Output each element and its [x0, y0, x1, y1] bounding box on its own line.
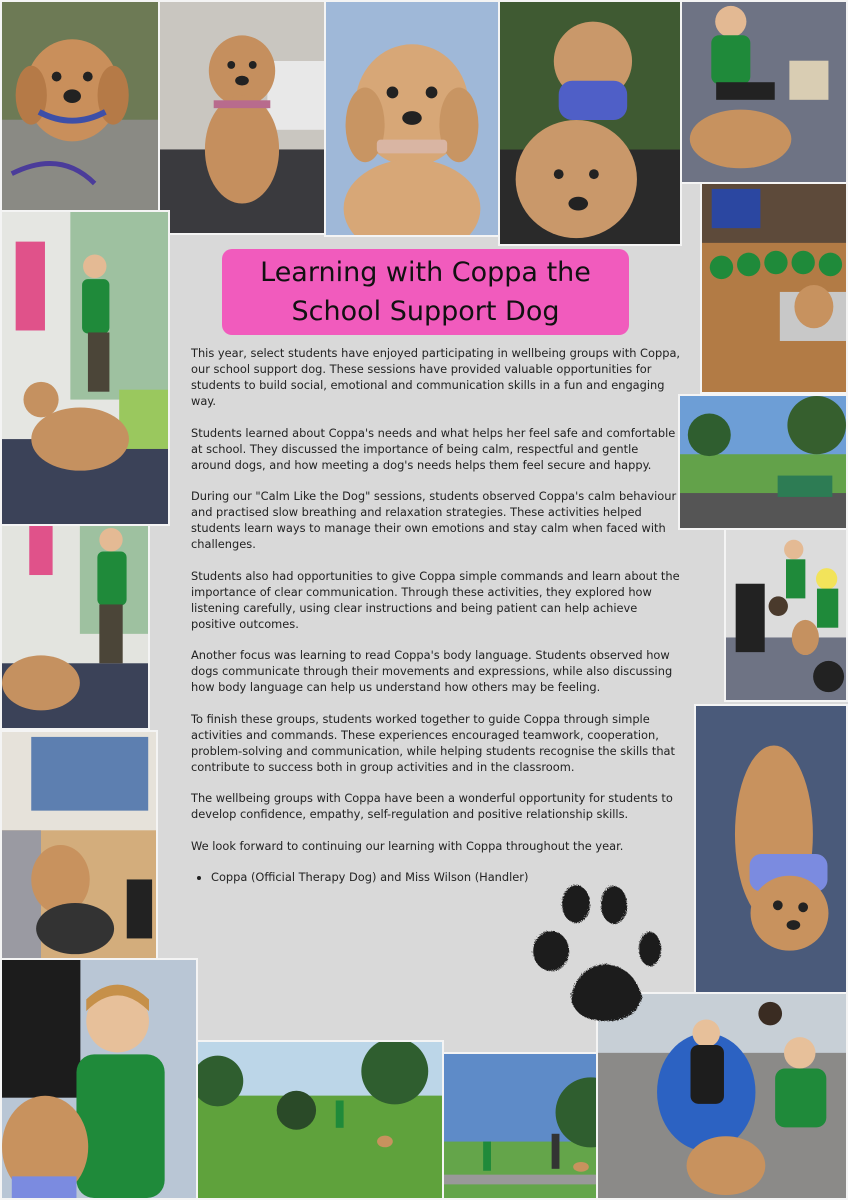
photo-coppa-office	[0, 730, 158, 966]
photo-park-walk	[196, 1040, 444, 1200]
photo-student-with-coppa-carpet	[680, 0, 848, 184]
paragraph-intro: This year, select students have enjoyed participating in wellbeing groups with Coppa, our school support dog. These sessions have provided valuable opportunities for students to build social, emotional and communication skills in a fun and engaging way.	[191, 346, 681, 408]
title-banner	[222, 249, 629, 335]
photo-coppa-on-desk	[158, 0, 326, 235]
signoff: • Coppa (Official Therapy Dog) and Miss Wilson (Handler)	[211, 869, 681, 885]
paragraph-calm: During our "Calm Like the Dog" sessions, students observed Coppa's calm behaviour and practised slow breathing and relaxation strategies. These activities helped students learn ways to manage their own emotions and stay calm when faced with challenges.	[191, 489, 677, 551]
photo-assembly-hall	[700, 182, 848, 394]
photo-school-grounds	[678, 394, 848, 530]
paw-print-icon	[525, 878, 665, 1028]
article-body	[191, 345, 681, 885]
paragraph-commands: Students also had opportunities to give Coppa simple commands and learn about the importance of clear communication. Through these activities, they explored how listening carefully, using clear instructions and being patient can help achieve positive outcomes.	[191, 568, 680, 631]
paragraph-teamwork: To finish these groups, students worked together to guide Coppa through simple activities and commands. These experiences encouraged teamwork, cooperation, problem-solving and communication, while helping students recognise the skills that contribute to success both in group activities and in the classroom.	[191, 711, 675, 774]
photo-coppa-blue-vest	[498, 0, 682, 246]
photo-coppa-on-grass	[0, 0, 160, 212]
paragraph-needs: Students learned about Coppa's needs and what helps her feel safe and comfortable at school. They discussed the importance of being calm, respectful and gentle around dogs, and how meeting a dog's needs helps them feel secure and happy.	[191, 425, 676, 472]
photo-boy-portrait-with-coppa	[0, 958, 198, 1200]
paragraph-body-language: Another focus was learning to read Coppa's body language. Students observed how dogs communicate through their movements and expressions, while also discussing how body language can help us understand how others may be feeling.	[191, 648, 673, 694]
paragraph-summary: The wellbeing groups with Coppa have been a wonderful opportunity for students to develop confidence, empathy, self-regulation and positive relationship skills.	[191, 791, 673, 821]
photo-boy-with-coppa-classroom-2	[0, 524, 150, 730]
paragraph-closing: We look forward to continuing our learning with Coppa throughout the year.	[191, 838, 624, 853]
photo-boy-with-coppa-classroom	[0, 210, 170, 526]
photo-students-small-room	[724, 528, 848, 702]
photo-coppa-portrait	[324, 0, 500, 237]
page-title: Learning with Coppa the School Support Dog	[260, 257, 591, 327]
photo-coppa-lying-carpet	[694, 704, 848, 1002]
